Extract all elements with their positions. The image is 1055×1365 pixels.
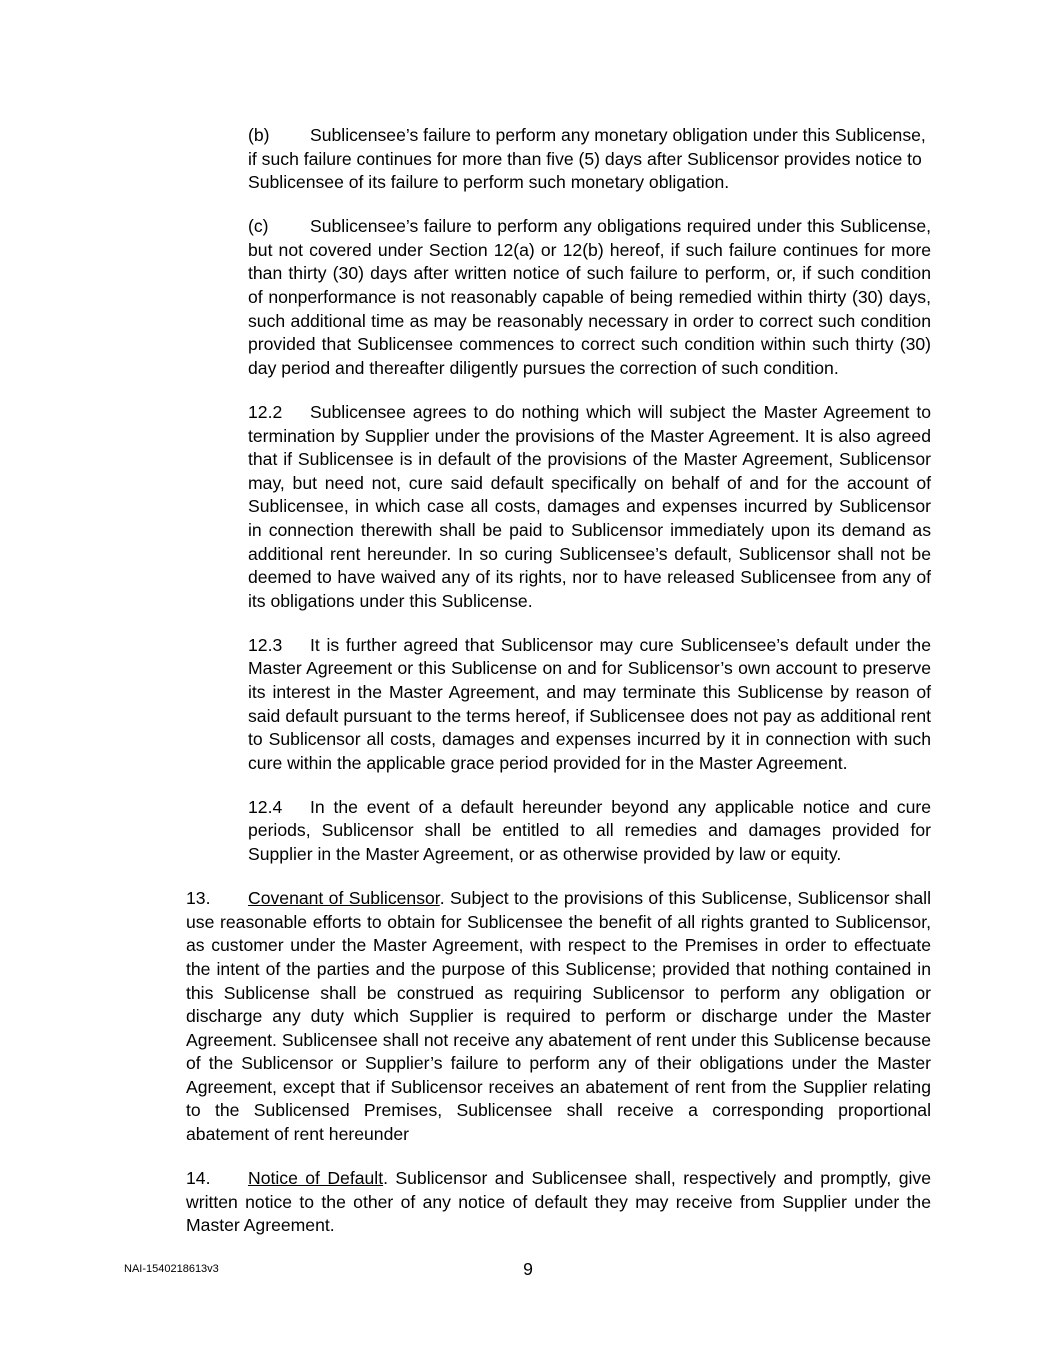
section-heading: Notice of Default xyxy=(248,1168,384,1189)
paragraph-text: Sublicensee’s failure to perform any monetary obligation under this Sublicense, if such failure continues for more than five (5) days after Sublicensor provides notice to Sublicensee of its failure to perform such monetary obligation. xyxy=(248,125,926,193)
section-text: It is further agreed that Sublicensor may cure Sublicensee’s default under the Master Agreement or this Sublicense on and for Sublicensor’s own account to preserve its interest in the Master Agreement, and may terminate this Sublicense by reason of said default pursuant to the terms hereof, if Sublicensee does not pay as additional rent to Sublicensor all costs, damages and expenses incurred by it in connection with such cure within the applicable grace period provided for in the Master Agreement. xyxy=(248,634,931,773)
paragraph-12-1-c xyxy=(124,215,931,380)
section-12-4 xyxy=(124,796,931,867)
page-number: 9 xyxy=(523,1259,533,1279)
section-number: 12.3 xyxy=(248,634,283,655)
section-number: 12.2 xyxy=(248,401,283,422)
section-text: Sublicensee agrees to do nothing which will subject the Master Agreement to termination by Supplier under the provisions of the Master Agreement. It is also agreed that if Sublicensee is in default of the provisions of the Master Agreement, Sublicensor may, but need not, cure said default specifically on behalf of and for the account of Sublicensee, in which case all costs, damages and expenses incurred by Sublicensor in connection therewith shall be paid to Sublicensor immediately upon its demand as additional rent hereunder. In so curing Sublicensee’s default, Sublicensor shall not be deemed to have waived any of its rights, nor to have released Sublicensee from any of its obligations under this Sublicense. xyxy=(248,401,931,611)
section-12-2 xyxy=(124,401,931,613)
section-13 xyxy=(124,887,931,1147)
section-number: 14. xyxy=(186,1168,211,1189)
paragraph-12-1-b xyxy=(124,124,931,195)
section-text: . Subject to the provisions of this Sublicense, Sublicensor shall use reasonable efforts to obtain for Sublicensee the benefit of all rights granted to Sublicensor, as customer under the Master Agreement, with respect to the Premises in order to effectuate the intent of the parties and the purpose of this Sublicense; provided that nothing contained in this Sublicense shall be construed as requiring Sublicensor to perform any obligation or discharge any duty which Supplier is required to perform or discharge under the Master Agreement. Sublicensee shall not receive any abatement of rent under this Sublicense because of the Sublicensor or Supplier’s failure to perform any of their obligations under the Master Agreement, except that if Sublicensor receives an abatement of rent from the Supplier relating to the Sublicensed Premises, Sublicensee shall receive a corresponding proportional abatement of rent hereunder xyxy=(186,888,931,1145)
section-text: In the event of a default hereunder beyond any applicable notice and cure periods, Sublicensor shall be entitled to all remedies and damages provided for Supplier in the Master Agreement, or as otherwise provided by law or equity. xyxy=(248,796,931,865)
paragraph-label: (b) xyxy=(248,125,270,145)
footer-document-id: NAI-1540218613v3 xyxy=(124,1263,219,1275)
document-body xyxy=(124,124,931,1258)
section-14 xyxy=(124,1167,931,1238)
section-12-3 xyxy=(124,634,931,776)
section-heading: Covenant of Sublicensor xyxy=(248,888,440,909)
section-number: 13. xyxy=(186,888,211,909)
paragraph-label: (c) xyxy=(248,216,269,237)
section-number: 12.4 xyxy=(248,796,283,817)
paragraph-text: Sublicensee’s failure to perform any obligations required under this Sublicense, but not covered under Section 12(a) or 12(b) hereof, if such failure continues for more than thirty (30) days after written notice of such failure to perform, or, if such condition of nonperformance is not reasonably capable of being remedied within thirty (30) days, such additional time as may be reasonably necessary in order to correct such condition provided that Sublicensee commences to correct such condition within such thirty (30) day period and thereafter diligently pursues the correction of such condition. xyxy=(248,216,931,378)
section-text: . Sublicensor and Sublicensee shall, respectively and promptly, give written notice to the other of any notice of default they may receive from Supplier under the Master Agreement. xyxy=(186,1168,931,1236)
